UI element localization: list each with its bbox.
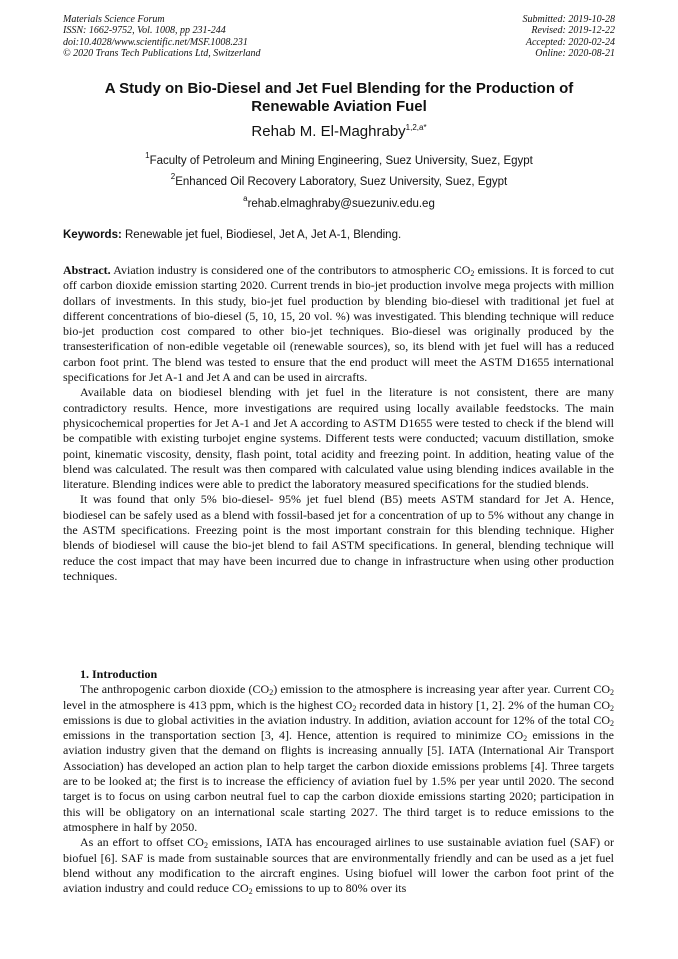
doi-line: doi:10.4028/www.scientific.net/MSF.1008.231 (63, 36, 248, 48)
subscript: 2 (352, 703, 357, 713)
abstract (63, 263, 614, 584)
abstract-label: Abstract. (63, 263, 111, 277)
title-line-1: A Study on Bio-Diesel and Jet Fuel Blending for the Production of (104, 80, 574, 97)
subscript: 2 (269, 688, 274, 698)
author-name: Rehab M. El-Maghraby (251, 123, 406, 140)
intro-paragraph-2 (63, 835, 614, 896)
intro-text: recorded data in history [1, 2]. 2% of the human CO (356, 697, 610, 712)
keywords-label: Keywords: (63, 229, 122, 241)
intro-text: emissions is due to global activities in the aviation industry. In addition, aviation account for 12% of the total CO (63, 712, 610, 727)
accepted-date: Accepted: 2020-02-24 (525, 36, 615, 48)
affiliation-1-mark: 1 (145, 151, 150, 160)
affiliation-2 (63, 172, 615, 188)
abstract-text: Aviation industry is considered one of the contributors to atmospheric CO (113, 263, 471, 277)
author-superscript: 1,2,a* (405, 123, 427, 132)
revised-date: Revised: 2019-12-22 (531, 25, 615, 37)
keywords (63, 229, 615, 241)
intro-paragraph-1 (63, 682, 614, 835)
subscript: 2 (470, 269, 475, 278)
abstract-text: emissions. It is forced to cut off carbon dioxide emission starting 2020. Current trends in bio-jet production involve mega projects with million dollars of investments. In this study, bio-jet fuel production by blending bio-diesel with traditional jet fuel at different concentrations of bio-diesel (5, 10, 15, 20 vol. %) was investigated. This blending technique will reduce bio-jet production cost compared to other bio-jet techniques. Bio-diesel was originally produced by the transesterification of non-edible vegetable oil (renewable sources), so, its blend with jet fuel will has a reduced carbon foot print. The blend was tested to ensure that the end product will meet the ASTM D1655 international specifications for Jet A-1 and Jet A and can be used in aircrafts. (63, 263, 615, 385)
issn-line: ISSN: 1662-9752, Vol. 1008, pp 231-244 (63, 25, 226, 37)
journal-name: Materials Science Forum (63, 14, 165, 25)
paper-title (63, 80, 615, 116)
subscript: 2 (610, 703, 614, 713)
abstract-paragraph-1 (63, 263, 614, 385)
section-heading: 1. Introduction (80, 667, 158, 681)
submitted-date: Submitted: 2019-10-28 (522, 14, 615, 25)
abstract-paragraph-2: Available data on biodiesel blending with jet fuel in the literature is not consistent, there are many contradictory results. Hence, more investigations are required using locally available feedstocks. The main physicochemical properties for Jet A-1 and Jet A according to ASTM D1655 were tested to check if the blend will be compatible with existing turbojet engine systems. Different tests were conducted; vacuum distillation, smoke point, kinematic viscosity, density, flash point, total acidity and freezing point. In addition, heating value of the blend was calculated. The result was then compared with calculated value using blending indices available in the literature. Blending indices were able to predict the laboratory measured specifications for the studied blends. (63, 385, 614, 492)
subscript: 2 (610, 718, 614, 728)
intro-text: emissions in the transportation section [3, 4]. Hence, attention is required to minimize CO (63, 728, 524, 743)
online-date: Online: 2020-08-21 (535, 47, 615, 59)
subscript: 2 (203, 841, 208, 851)
email-mark: a (243, 194, 248, 203)
author-line (63, 123, 615, 140)
abstract-paragraph-3: It was found that only 5% bio-diesel- 95% jet fuel blend (B5) meets ASTM standard for Jet A. Hence, biodiesel can be safely used as a blend with fossil-based jet for a concentration of up to 5% without any change in the ASTM specifications. Freezing point is the most important constrain for this blending technique. Higher blends of biodiesel will cause the bio-jet blend to fail ASTM specifications. In general, blending technique will reduce the cost impact that may have been incurred due to change in infrastructure when using other production techniques. (63, 492, 614, 583)
subscript: 2 (610, 688, 614, 698)
journal-header (63, 14, 261, 59)
intro-text: emissions to up to 80% over its (252, 881, 407, 896)
affiliation-1 (63, 151, 615, 167)
intro-text: The anthropogenic carbon dioxide (CO (80, 682, 270, 697)
affiliation-2-text: Enhanced Oil Recovery Laboratory, Suez University, Suez, Egypt (175, 176, 508, 188)
subscript: 2 (523, 734, 528, 744)
intro-text: As an effort to offset CO (80, 835, 204, 850)
intro-text: emissions in the aviation industry given that the demand on flights is increasing annually [5]. IATA (International Air Transport Association) has developed an action plan to help target the carbon dioxide emissions problems [4]. Three targets are to be looked at; the first is to increase the efficiency of aviation fuel by 1.5% per year until 2020. The second target is to focus on using carbon neutral fuel to cap the carbon dioxide emissions starting 2020; participation in this will be obligatory on an international scale starting 2027. The third target is to reduce emissions to the atmosphere in half by 2050. (63, 728, 614, 834)
dates-header (523, 14, 616, 59)
intro-text: ) emission to the atmosphere is increasing year after year. Current CO (273, 682, 610, 697)
email-link[interactable]: rehab.elmaghraby@suezuniv.edu.eg (247, 198, 435, 210)
intro-text: emissions, IATA has encouraged airlines to use sustainable aviation fuel (SAF) or biofuel [6]. SAF is made from sustainable sources that are environmentally friendly and can be used as a jet fuel blend without any modification to the aircraft engines. Using biofuel will lower the carbon foot print of the aviation industry and could reduce CO (63, 835, 615, 896)
subscript: 2 (248, 887, 253, 897)
intro-text: level in the atmosphere is 413 ppm, which is the highest CO (63, 697, 353, 712)
affiliation-1-text: Faculty of Petroleum and Mining Engineering, Suez University, Suez, Egypt (149, 155, 533, 167)
title-line-2: Renewable Aviation Fuel (251, 98, 427, 115)
introduction-section (63, 667, 614, 896)
affiliation-2-mark: 2 (170, 172, 176, 181)
copyright-line: © 2020 Trans Tech Publications Ltd, Switzerland (63, 47, 261, 59)
author-email (63, 194, 615, 210)
keywords-text: Renewable jet fuel, Biodiesel, Jet A, Jet A-1, Blending. (125, 229, 402, 241)
